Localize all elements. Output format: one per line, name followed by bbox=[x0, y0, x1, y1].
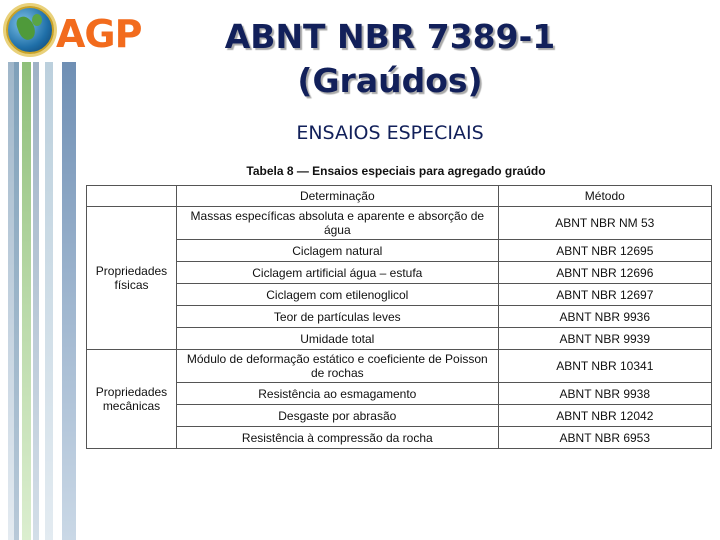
header-group bbox=[87, 186, 177, 207]
cell-determinacao: Resistência ao esmagamento bbox=[177, 383, 499, 405]
cell-determinacao: Ciclagem com etilenoglicol bbox=[177, 284, 499, 306]
cell-metodo: ABNT NBR 9939 bbox=[498, 328, 711, 350]
page-title: ABNT NBR 7389-1 bbox=[224, 17, 556, 56]
cell-determinacao: Umidade total bbox=[177, 328, 499, 350]
group-label: Propriedades mecânicas bbox=[87, 350, 177, 449]
cell-determinacao: Ciclagem artificial água – estufa bbox=[177, 262, 499, 284]
table-row bbox=[87, 306, 712, 328]
group-label: Propriedades físicas bbox=[87, 207, 177, 350]
cell-metodo: ABNT NBR 12696 bbox=[498, 262, 711, 284]
stripe bbox=[62, 62, 76, 540]
table-row bbox=[87, 350, 712, 383]
stripe bbox=[22, 62, 31, 540]
agp-logo bbox=[0, 0, 140, 62]
cell-metodo: ABNT NBR 9938 bbox=[498, 383, 711, 405]
logo-text: AGP bbox=[56, 12, 142, 56]
cell-determinacao: Teor de partículas leves bbox=[177, 306, 499, 328]
cell-determinacao: Massas específicas absoluta e aparente e absorção de água bbox=[177, 207, 499, 240]
table-row bbox=[87, 328, 712, 350]
table-row bbox=[87, 405, 712, 427]
table-row bbox=[87, 383, 712, 405]
cell-metodo: ABNT NBR 9936 bbox=[498, 306, 711, 328]
cell-metodo: ABNT NBR 12697 bbox=[498, 284, 711, 306]
section-subtitle: ENSAIOS ESPECIAIS bbox=[296, 122, 484, 144]
header-metodo: Método bbox=[498, 186, 711, 207]
stripe bbox=[14, 62, 19, 540]
page-title-sub: (Graúdos) bbox=[297, 61, 483, 100]
cell-determinacao: Resistência à compressão da rocha bbox=[177, 427, 499, 449]
cell-metodo: ABNT NBR NM 53 bbox=[498, 207, 711, 240]
header-determinacao: Determinação bbox=[177, 186, 499, 207]
cell-metodo: ABNT NBR 12695 bbox=[498, 240, 711, 262]
stripe bbox=[45, 62, 53, 540]
tests-table bbox=[86, 185, 712, 449]
table-row bbox=[87, 240, 712, 262]
table-row bbox=[87, 284, 712, 306]
cell-metodo: ABNT NBR 10341 bbox=[498, 350, 711, 383]
table-caption: Tabela 8 — Ensaios especiais para agregado graúdo bbox=[246, 164, 546, 178]
table-header-row bbox=[87, 186, 712, 207]
stripe bbox=[33, 62, 39, 540]
cell-metodo: ABNT NBR 6953 bbox=[498, 427, 711, 449]
table-row bbox=[87, 207, 712, 240]
cell-determinacao: Módulo de deformação estático e coeficiente de Poisson de rochas bbox=[177, 350, 499, 383]
cell-determinacao: Ciclagem natural bbox=[177, 240, 499, 262]
cell-metodo: ABNT NBR 12042 bbox=[498, 405, 711, 427]
cell-determinacao: Desgaste por abrasão bbox=[177, 405, 499, 427]
table-row bbox=[87, 427, 712, 449]
globe-icon bbox=[6, 6, 54, 54]
decorative-stripes bbox=[0, 62, 80, 540]
table-row bbox=[87, 262, 712, 284]
